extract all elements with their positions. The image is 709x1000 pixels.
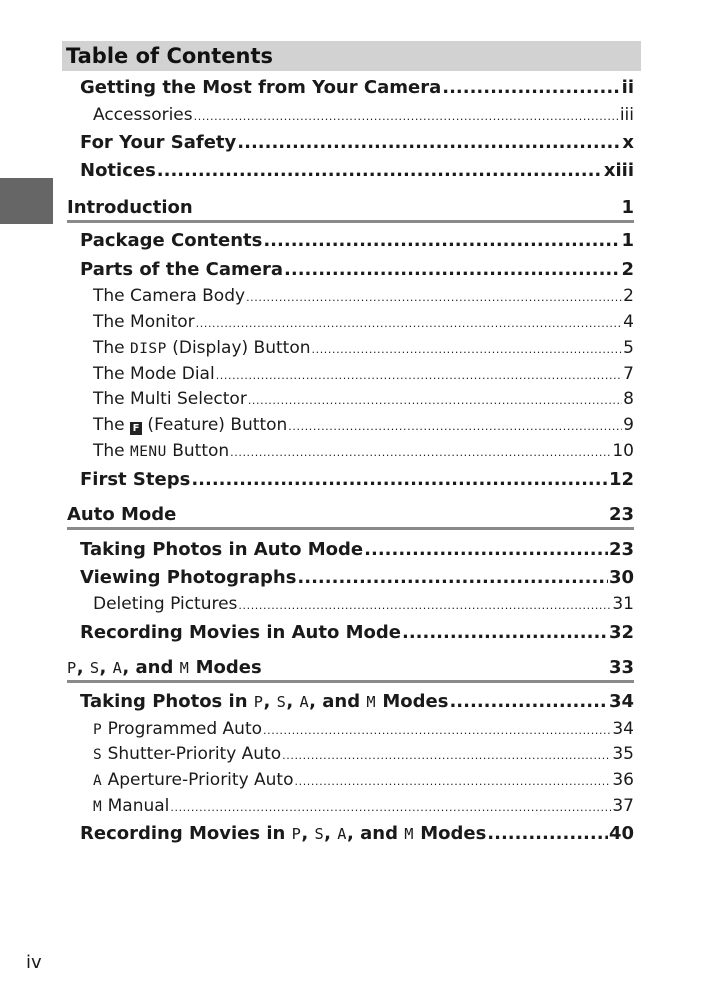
toc-entry-accessories[interactable] xyxy=(93,103,634,127)
title-prefix: The xyxy=(93,441,131,461)
separator: , xyxy=(99,657,113,678)
toc-entry-getting-the-most[interactable] xyxy=(80,75,634,101)
page-number: iv xyxy=(26,952,42,973)
mode-m-icon: M xyxy=(404,825,414,843)
entry-title xyxy=(93,794,169,819)
toc-entry-recording-movies-auto[interactable] xyxy=(80,620,634,646)
toc-entry-programmed-auto[interactable] xyxy=(93,717,634,741)
separator: , xyxy=(76,657,90,678)
toc-entry-taking-photos-psam[interactable] xyxy=(80,689,634,715)
mode-a-icon: A xyxy=(112,659,123,677)
leader-dots xyxy=(297,565,608,591)
entry-title: The Camera Body xyxy=(93,286,246,306)
mode-s-icon: S xyxy=(89,659,100,677)
leader-dots xyxy=(196,312,623,336)
entry-page: 7 xyxy=(623,364,634,384)
chapter-heading-introduction[interactable] xyxy=(67,195,634,223)
title-suffix: Modes xyxy=(413,823,487,844)
entry-page: 5 xyxy=(623,338,634,358)
toc-entry-viewing-photographs[interactable] xyxy=(80,565,634,591)
leader-dots xyxy=(157,158,603,184)
leader-dots xyxy=(191,467,608,493)
entry-page: ii xyxy=(621,77,634,98)
entry-page: x xyxy=(622,132,634,153)
title-suffix: (Display) Button xyxy=(166,338,311,358)
toc-entry-camera-body[interactable] xyxy=(93,284,634,308)
title-suffix: Modes xyxy=(376,691,449,712)
leader-dots xyxy=(263,228,620,254)
entry-page: 2 xyxy=(621,259,634,280)
mode-p-icon: P xyxy=(93,722,103,738)
chapter-heading-psam-modes[interactable] xyxy=(67,655,634,683)
feature-button-icon: F xyxy=(130,422,142,435)
leader-dots xyxy=(282,744,611,768)
separator: , xyxy=(263,691,277,712)
entry-title: Accessories xyxy=(93,105,193,125)
entry-page: 4 xyxy=(623,312,634,332)
entry-title xyxy=(93,336,311,361)
title-text: Programmed Auto xyxy=(102,719,263,739)
leader-dots xyxy=(288,415,622,439)
entry-title: The Monitor xyxy=(93,312,195,332)
entry-page: 2 xyxy=(623,286,634,306)
entry-title xyxy=(80,821,486,847)
leader-dots xyxy=(295,770,612,794)
title-suffix: Modes xyxy=(189,657,262,678)
entry-title: Notices xyxy=(80,160,156,181)
toc-entry-package-contents[interactable] xyxy=(80,228,634,254)
leader-dots xyxy=(246,286,622,310)
toc-entry-feature-button[interactable] xyxy=(93,413,634,437)
title-text: Shutter-Priority Auto xyxy=(102,744,282,764)
leader-dots xyxy=(237,130,621,156)
entry-title: First Steps xyxy=(80,469,191,490)
entry-page: 37 xyxy=(612,796,634,816)
toc-entry-monitor[interactable] xyxy=(93,310,634,334)
leader-dots xyxy=(312,338,623,362)
separator: , and xyxy=(122,657,180,678)
entry-page: 8 xyxy=(623,389,634,409)
separator: , and xyxy=(347,823,405,844)
toc-entry-display-button[interactable] xyxy=(93,336,634,360)
toc-entry-menu-button[interactable] xyxy=(93,439,634,463)
leader-dots xyxy=(194,105,619,129)
disp-button-icon: DISP xyxy=(130,341,167,357)
entry-title xyxy=(93,742,281,767)
entry-page: 30 xyxy=(608,567,634,588)
entry-title: The Multi Selector xyxy=(93,389,247,409)
title-suffix: Button xyxy=(166,441,230,461)
entry-page: 34 xyxy=(608,691,634,712)
entry-page: 23 xyxy=(608,539,634,560)
separator: , xyxy=(286,691,300,712)
title-prefix: Recording Movies in xyxy=(80,823,292,844)
toc-entry-manual[interactable] xyxy=(93,794,634,818)
leader-dots xyxy=(402,620,608,646)
leader-dots xyxy=(442,75,620,101)
mode-s-icon: S xyxy=(93,747,103,763)
chapter-page: 33 xyxy=(608,657,634,678)
leader-dots xyxy=(238,594,611,618)
entry-page: iii xyxy=(619,105,634,125)
separator: , xyxy=(301,823,315,844)
toc-entry-mode-dial[interactable] xyxy=(93,362,634,386)
chapter-title: Auto Mode xyxy=(67,504,177,525)
mode-m-icon: M xyxy=(366,693,377,711)
entry-page: 1 xyxy=(621,230,634,251)
entry-page: 36 xyxy=(612,770,634,790)
toc-entry-multi-selector[interactable] xyxy=(93,387,634,411)
entry-title xyxy=(93,717,262,742)
toc-entry-parts-of-the-camera[interactable] xyxy=(80,257,634,283)
toc-entry-first-steps[interactable] xyxy=(80,467,634,493)
entry-page: 34 xyxy=(612,719,634,739)
leader-dots xyxy=(263,719,611,743)
entry-page: 12 xyxy=(608,469,634,490)
menu-button-icon: MENU xyxy=(130,444,167,460)
entry-page: 35 xyxy=(612,744,634,764)
chapter-title: Introduction xyxy=(67,197,193,218)
title-text: Manual xyxy=(102,796,170,816)
toc-entry-shutter-priority[interactable] xyxy=(93,742,634,766)
entry-title xyxy=(93,439,229,464)
entry-title: Parts of the Camera xyxy=(80,259,284,280)
entry-page: xiii xyxy=(603,160,634,181)
title-text: Aperture-Priority Auto xyxy=(102,770,294,790)
leader-dots xyxy=(248,389,622,413)
leader-dots xyxy=(487,821,608,847)
mode-p-icon: P xyxy=(67,659,77,677)
toc-entry-aperture-priority[interactable] xyxy=(93,768,634,792)
toc-entry-for-your-safety[interactable] xyxy=(80,130,634,156)
leader-dots xyxy=(230,441,611,465)
leader-dots xyxy=(364,537,608,563)
entry-title: Deleting Pictures xyxy=(93,594,238,614)
leader-dots xyxy=(449,689,607,715)
title-prefix: The xyxy=(93,338,131,358)
mode-m-icon: M xyxy=(179,659,190,677)
chapter-heading-auto-mode[interactable] xyxy=(67,502,634,530)
entry-title: Taking Photos in Auto Mode xyxy=(80,539,364,560)
entry-title: Getting the Most from Your Camera xyxy=(80,77,442,98)
entry-title: The Mode Dial xyxy=(93,364,215,384)
leader-dots xyxy=(170,796,611,820)
entry-title xyxy=(93,413,287,437)
entry-title: Viewing Photographs xyxy=(80,567,297,588)
mode-m-icon: M xyxy=(93,799,103,815)
title-suffix: (Feature) Button xyxy=(142,415,288,435)
entry-page: 32 xyxy=(608,622,634,643)
toc-entry-notices[interactable] xyxy=(80,158,634,184)
entry-title xyxy=(80,689,448,715)
entry-page: 10 xyxy=(612,441,634,461)
mode-p-icon: P xyxy=(291,825,302,843)
toc-entry-taking-photos-auto[interactable] xyxy=(80,537,634,563)
mode-a-icon: A xyxy=(93,773,103,789)
separator: , and xyxy=(309,691,367,712)
entry-page: 9 xyxy=(623,415,634,435)
title-prefix: Taking Photos in xyxy=(80,691,254,712)
toc-entry-recording-movies-psam[interactable] xyxy=(80,821,634,847)
chapter-page: 1 xyxy=(621,197,634,218)
mode-a-icon: A xyxy=(299,693,310,711)
chapter-page: 23 xyxy=(608,504,634,525)
leader-dots xyxy=(216,364,622,388)
entry-page: 31 xyxy=(612,594,634,614)
page-title: Table of Contents xyxy=(62,41,641,71)
title-prefix: The xyxy=(93,415,131,435)
separator: , xyxy=(324,823,338,844)
entry-title: For Your Safety xyxy=(80,132,237,153)
leader-dots xyxy=(284,257,620,283)
entry-title: Package Contents xyxy=(80,230,263,251)
entry-title xyxy=(93,768,294,793)
mode-s-icon: S xyxy=(314,825,325,843)
chapter-title xyxy=(67,657,262,678)
mode-p-icon: P xyxy=(253,693,264,711)
mode-a-icon: A xyxy=(337,825,347,843)
toc-entry-deleting-pictures[interactable] xyxy=(93,592,634,616)
entry-page: 40 xyxy=(608,823,634,844)
entry-title: Recording Movies in Auto Mode xyxy=(80,622,401,643)
mode-s-icon: S xyxy=(276,693,287,711)
chapter-side-tab xyxy=(0,178,53,224)
